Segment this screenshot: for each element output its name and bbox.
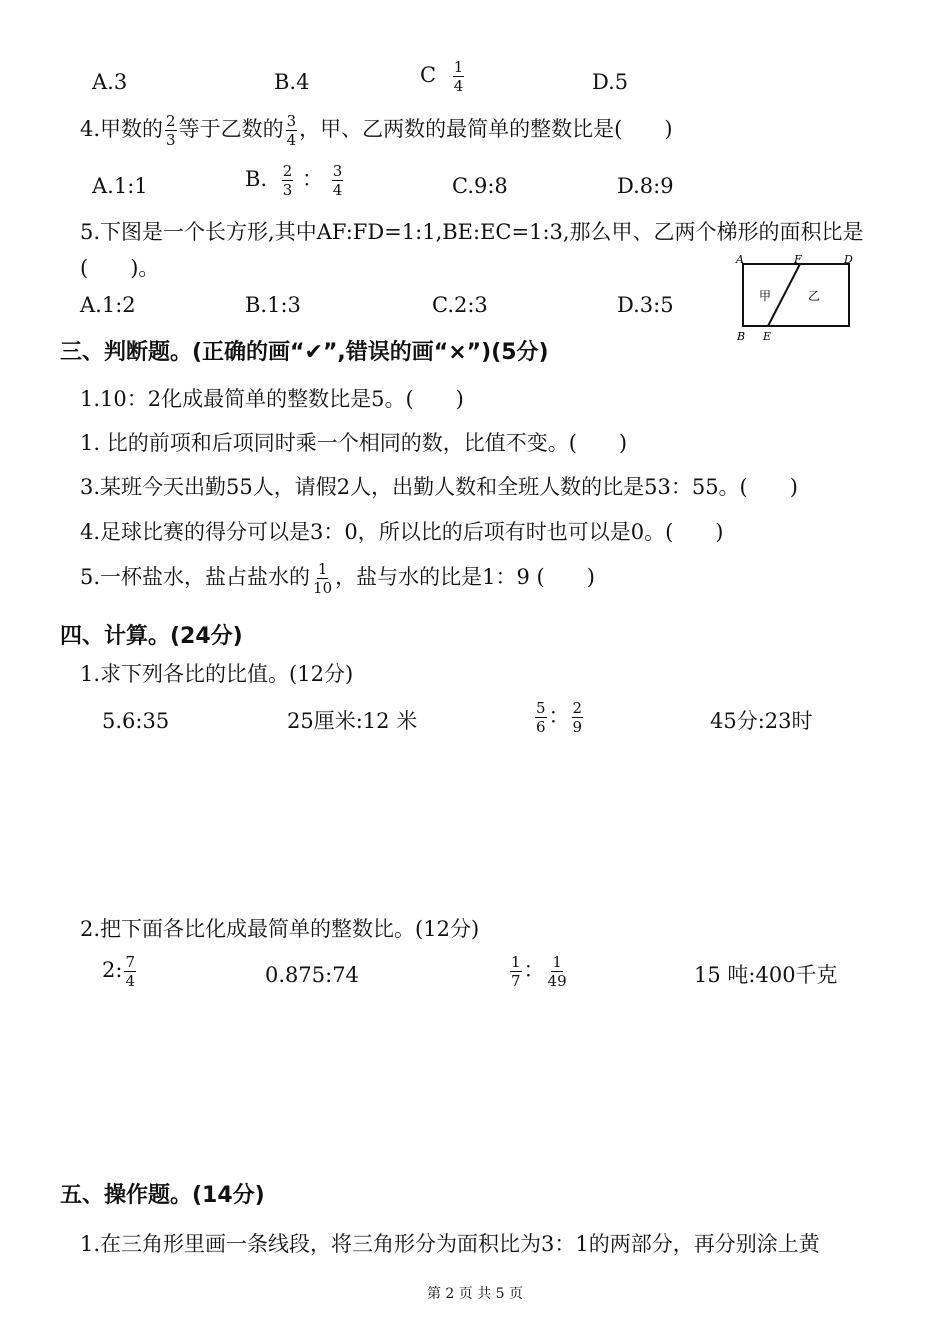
- operation-item-1: 1.在三角形里画一条线段，将三角形分为面积比为3：1的两部分，再分别涂上黄: [80, 1232, 820, 1256]
- judge-item-5-text-1: 5.一杯盐水，盐占盐水的: [80, 565, 311, 589]
- fraction-numerator: 2: [572, 699, 583, 717]
- calc-2-item-b: 0.875:74: [265, 963, 359, 987]
- calc-2-item-a: [102, 953, 138, 990]
- calc-2-item-c-fraction-2: [547, 953, 568, 990]
- fraction-denominator: 3: [166, 131, 176, 149]
- calc-2-item-c: [508, 953, 570, 990]
- q5-question-line-2: ( )。: [80, 256, 160, 280]
- fraction-denominator: 10: [313, 579, 333, 597]
- judge-item-5-fraction: [312, 560, 333, 597]
- fraction-denominator: 49: [547, 972, 567, 990]
- section-4-title: 四、计算。(24分): [60, 624, 243, 649]
- q5-option-b: B.1:3: [245, 293, 301, 317]
- fraction-numerator: 2: [166, 112, 176, 130]
- label-e: E: [763, 330, 772, 343]
- label-jia: 甲: [759, 289, 772, 303]
- q4-option-b-fraction-1: [282, 162, 294, 199]
- calc-1-item-d: 45分:23时: [710, 709, 813, 733]
- label-yi: 乙: [808, 289, 821, 303]
- fraction-numerator: 1: [317, 560, 328, 578]
- q4-text-1: 4.甲数的: [80, 117, 164, 141]
- calc-sub-1-title: 1.求下列各比的比值。(12分): [80, 662, 354, 686]
- q4-text-3: ，甲、乙两数的最简单的整数比是( ): [299, 117, 673, 141]
- calc-1-item-c-fraction-2: [572, 699, 584, 736]
- calc-1-item-c-colon: ：: [548, 704, 570, 728]
- fraction-numerator: 5: [536, 699, 546, 717]
- calc-1-item-a: 5.6:35: [102, 709, 170, 733]
- calc-2-item-c-colon: ：: [523, 958, 545, 982]
- judge-item-1: 1.10：2化成最简单的整数比是5。( ): [80, 387, 464, 411]
- fraction-numerator: 1: [552, 953, 562, 971]
- fraction-denominator: 3: [282, 181, 293, 199]
- q3-option-b: B.4: [274, 70, 310, 94]
- q4-option-c: C.9:8: [452, 174, 508, 198]
- fraction-denominator: 7: [511, 972, 521, 990]
- fraction-numerator: 2: [282, 162, 293, 180]
- fraction-denominator: 4: [453, 77, 464, 95]
- q5-option-c: C.2:3: [432, 293, 488, 317]
- calc-2-item-c-fraction-1: [510, 953, 522, 990]
- q3-option-c-prefix: C: [420, 63, 437, 87]
- calc-1-item-c: [533, 699, 585, 736]
- q5-option-a: A.1:2: [80, 293, 136, 317]
- fraction-numerator: 1: [453, 58, 464, 76]
- q4-fraction-1: [165, 112, 177, 149]
- page-footer: 第 2 页 共 5 页: [426, 1286, 524, 1302]
- judge-item-3: 3.某班今天出勤55人，请假2人，出勤人数和全班人数的比是53：55。( ): [80, 475, 798, 499]
- q5-option-d: D.3:5: [617, 293, 674, 317]
- q3-option-c: [420, 58, 466, 95]
- fraction-numerator: 1: [511, 953, 521, 971]
- q3-option-d: D.5: [592, 70, 629, 94]
- q4-option-b-fraction-2: [332, 162, 344, 199]
- q4-question: [80, 112, 673, 149]
- q4-fraction-2: [286, 112, 298, 149]
- fraction-numerator: 3: [332, 162, 343, 180]
- judge-item-5-text-2: ，盐与水的比是1：9 ( ): [335, 565, 595, 589]
- q3-option-c-fraction: [453, 58, 465, 95]
- calc-2-item-a-prefix: 2:: [102, 958, 123, 982]
- fraction-numerator: 3: [286, 112, 297, 130]
- calc-2-item-a-fraction: [124, 953, 136, 990]
- fraction-denominator: 4: [125, 972, 135, 990]
- fraction-denominator: 6: [536, 718, 546, 736]
- q3-option-a: A.3: [92, 70, 128, 94]
- section-5-title: 五、操作题。(14分): [60, 1183, 265, 1208]
- q4-text-2: 等于乙数的: [178, 117, 284, 141]
- q4-option-b-colon: ：: [302, 167, 324, 191]
- q4-option-a: A.1:1: [92, 174, 148, 198]
- q4-option-d: D.8:9: [617, 174, 674, 198]
- fraction-denominator: 4: [332, 181, 343, 199]
- q4-option-b: [245, 162, 345, 199]
- calc-1-item-b: 25厘米:12 米: [287, 709, 418, 733]
- calc-sub-2-title: 2.把下面各比化成最简单的整数比。(12分): [80, 917, 480, 941]
- label-a: A: [736, 253, 744, 266]
- q5-question-line-1: 5.下图是一个长方形,其中AF:FD=1:1,BE:EC=1:3,那么甲、乙两个梯形的面积比是: [80, 220, 864, 244]
- label-d: D: [844, 253, 853, 266]
- calc-1-item-c-fraction-1: [535, 699, 547, 736]
- segment-fe: [768, 264, 800, 326]
- judge-item-5: [80, 560, 595, 597]
- fraction-denominator: 9: [572, 718, 583, 736]
- label-f: F: [794, 253, 802, 266]
- judge-item-4: 4.足球比赛的得分可以是3：0，所以比的后项有时也可以是0。( ): [80, 520, 724, 544]
- section-3-title: 三、判断题。(正确的画“✔”,错误的画“×”)(5分): [60, 340, 549, 365]
- calc-2-item-d: 15 吨:400千克: [694, 963, 838, 987]
- fraction-denominator: 4: [286, 131, 297, 149]
- judge-item-2: 1. 比的前项和后项同时乘一个相同的数，比值不变。( ): [80, 431, 628, 455]
- q4-option-b-prefix: B.: [245, 167, 268, 191]
- fraction-numerator: 7: [125, 953, 135, 971]
- rectangle-figure: [730, 250, 860, 345]
- label-b: B: [737, 330, 746, 343]
